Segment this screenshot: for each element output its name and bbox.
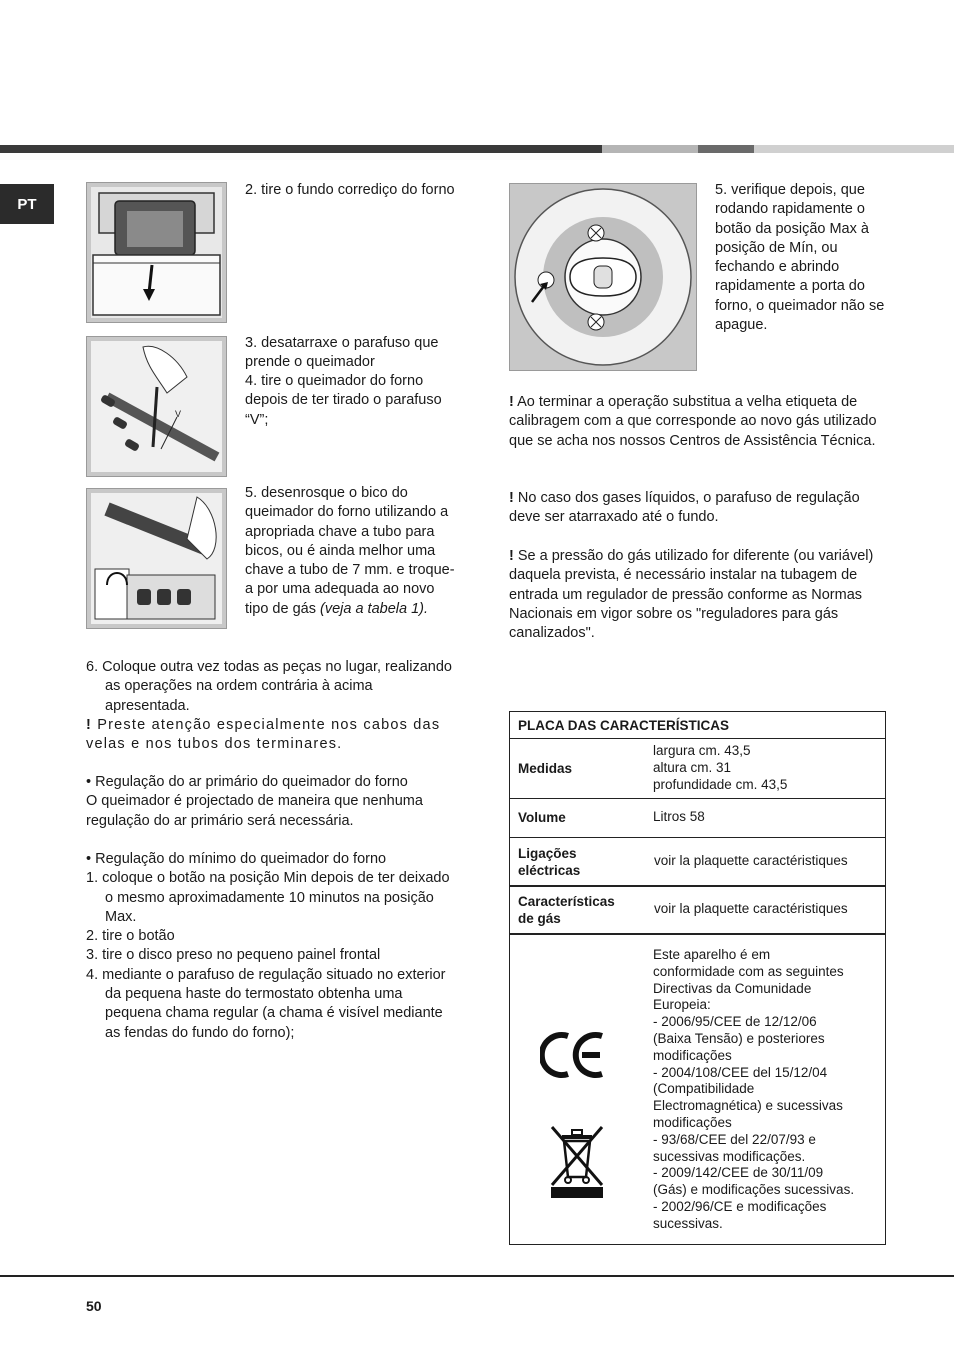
minimum-step-1: 1. coloque o botão na posição Min depois de ter deixado o mesmo aproximadamente 10 minutos na posição Max. [86, 870, 450, 925]
control-knob-illustration [509, 183, 697, 371]
primary-air-title: • Regulação do ar primário do queimador do forno [86, 774, 408, 790]
table-title: PLACA DAS CARACTERÍSTICAS [518, 718, 730, 733]
volume-label: Volume [518, 810, 566, 825]
step-5-reference: (veja a tabela 1). [319, 600, 428, 617]
step-6-text [86, 658, 458, 754]
ce-mark-icon [540, 1030, 606, 1080]
note-pressure: ! Se a pressão do gás utilizado for diferente (ou variável) daquela prevista, é necessário instalar na tubagem de entrada um regulador de pressão conforme as Normas Nacionais em vigor sobre os "reguladores para gás canalizados". [509, 548, 874, 642]
header-bar-light [602, 145, 698, 153]
step-3-text: 3. desatarraxe o parafuso que prende o queimador [245, 335, 439, 371]
header-bar-mid [698, 145, 754, 153]
step-2-text: 2. tire o fundo corrediço do forno [245, 182, 455, 198]
footer-rule [0, 1275, 954, 1277]
characteristics-table [509, 711, 886, 1245]
gas-label: Características de gás [518, 894, 615, 926]
primary-air-text: O queimador é projectado de maneira que nenhuma regulação do ar primário será necessária. [86, 793, 423, 829]
medidas-values: largura cm. 43,5 altura cm. 31 profundidade cm. 43,5 [653, 743, 788, 792]
note-liquid-gas: ! No caso dos gases líquidos, o parafuso de regulação deve ser atarraxado até o fundo. [509, 490, 860, 526]
step-4-text: 4. tire o queimador do forno depois de ter tirado o parafuso “V”; [245, 373, 442, 428]
note-calibration: ! Ao terminar a operação substitua a velha etiqueta de calibragem com a que corresponde ao novo gás utilizado que se acha nos nossos Centros de Assistência Técnica. [509, 394, 877, 449]
burner-screw-illustration [86, 336, 227, 477]
step-5-main: 5. desenrosque o bico do queimador do forno utilizando a apropriada chave a tubo para bicos, ou é ainda melhor uma chave a tubo de 7 mm. e troque-a por uma adequada ao novo tipo de gás [245, 485, 455, 617]
conformity-text: Este aparelho é em conformidade com as seguintes Directivas da Comunidade Europeia: - 2006/95/CEE de 12/12/06 (Baixa Tensão) e posteriores modificações - 2004/108/CEE del 15/12/04 (Compatibilidade Electromagnética) e sucessivas modificações - 93/68/CEE del 22/07/93 e sucessivas modificações. - 2009/142/CEE de 30/11/09 (Gás) e modificações sucessivas. - 2002/96/CE e modificações sucessivas. [653, 947, 855, 1231]
step-5-text [245, 484, 460, 619]
minimum-step-4: 4. mediante o parafuso de regulação situado no exterior da pequena haste do termostato obtenha uma pequena chama regular (a chama é visível mediante as fendas do fundo do forno); [86, 966, 446, 1041]
nozzle-wrench-illustration [86, 488, 227, 629]
fig-label-v: V [175, 409, 182, 419]
oven-bottom-illustration [86, 182, 227, 323]
language-tab: PT [0, 184, 54, 224]
gas-value: voir la plaquette caractéristiques [654, 901, 848, 916]
step-6: 6. Coloque outra vez todas as peças no lugar, realizando as operações na ordem contrária à acima apresentada. [86, 659, 452, 714]
primary-air-section [86, 773, 458, 831]
page-number: 50 [86, 1298, 102, 1314]
minimum-step-3: 3. tire o disco preso no pequeno painel frontal [86, 947, 381, 964]
ligacoes-label: Ligações eléctricas [518, 846, 581, 878]
medidas-label: Medidas [518, 761, 573, 776]
minimum-title: • Regulação do mínimo do queimador do forno [86, 851, 387, 867]
minimum-regulation-section [86, 850, 458, 1043]
weee-bin-icon [550, 1125, 604, 1199]
step-5-verify-text: 5. verifique depois, que rodando rapidamente o botão da posição Max à posição de Mín, ou fechando e abrindo rapidamente a porta do forno, o queimador não se apague. [715, 182, 885, 334]
minimum-step-2: 2. tire o botão [86, 928, 175, 945]
header-bar-dark [0, 145, 602, 153]
header-bar-light [754, 145, 954, 153]
ligacoes-value: voir la plaquette caractéristiques [654, 853, 848, 868]
warning-cables: ! Preste atenção especialmente nos cabos das velas e nos tubos dos terminares. [86, 716, 441, 753]
volume-value: Litros 58 [653, 809, 705, 824]
